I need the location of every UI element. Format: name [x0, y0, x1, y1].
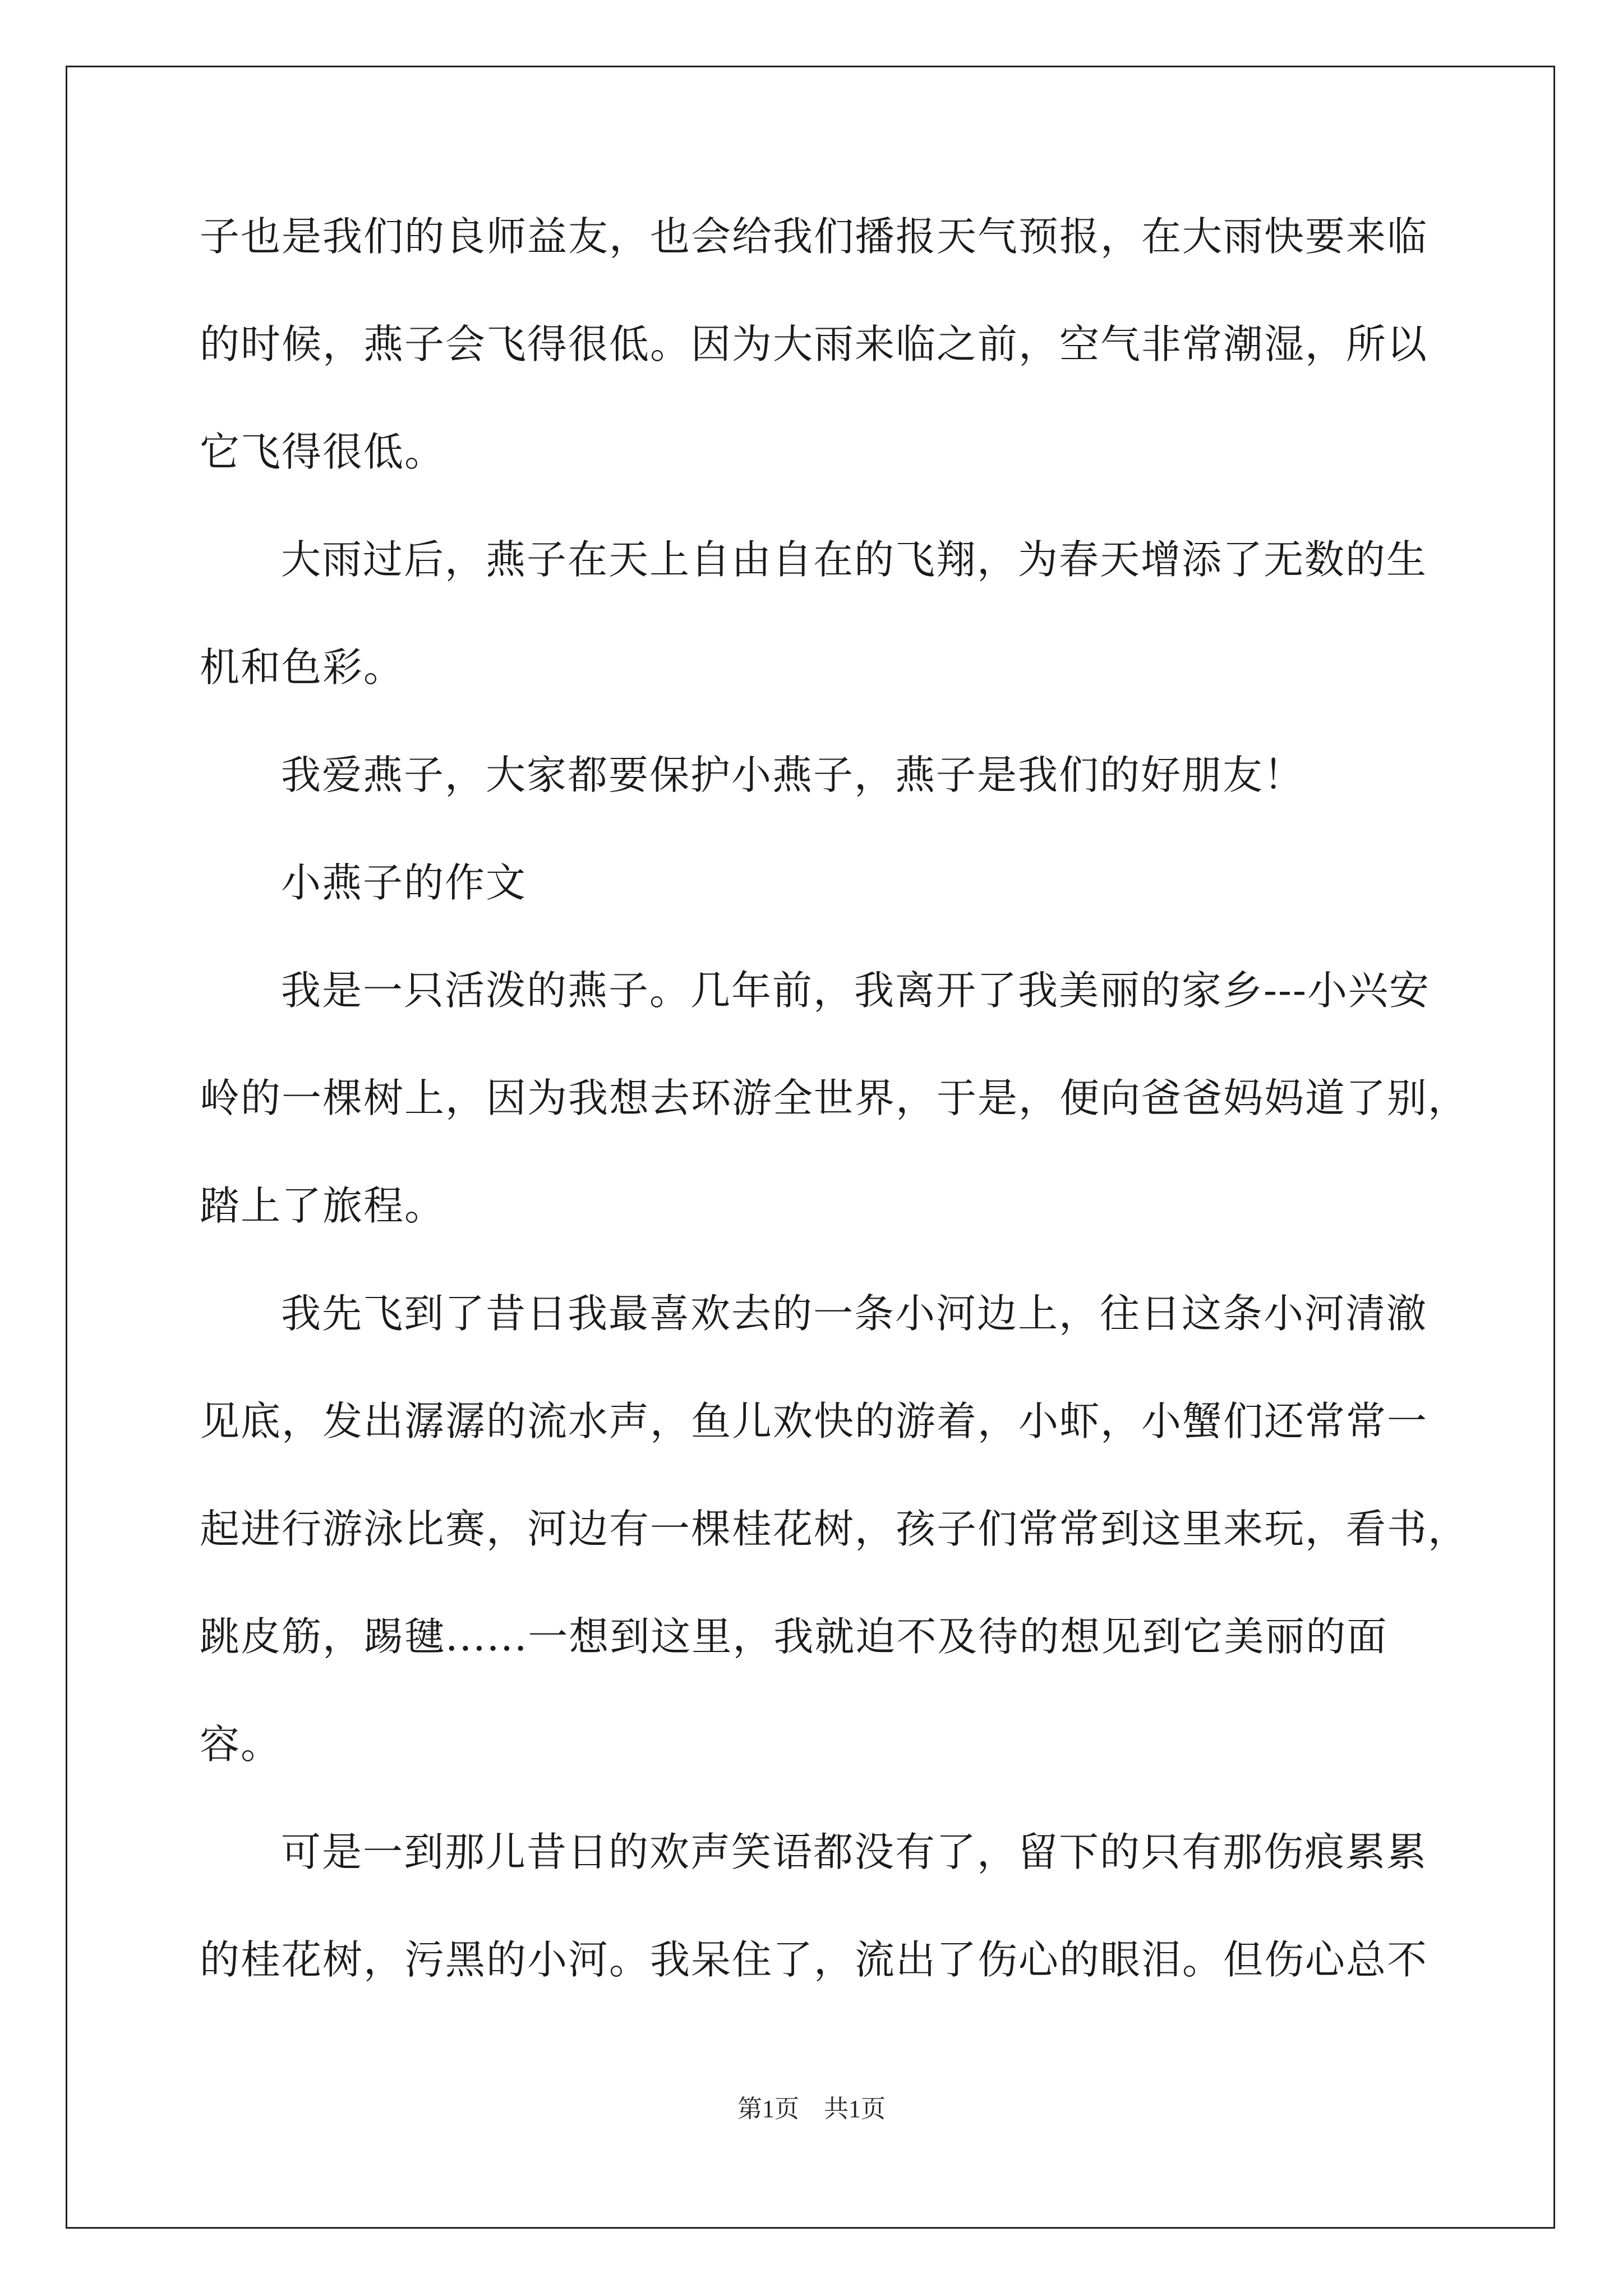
text-line: 子也是我们的良师益友，也会给我们播报天气预报，在大雨快要来临: [200, 213, 1428, 260]
text-line: 踏上了旅程。: [200, 1182, 446, 1229]
paragraph-start-line: 可是一到那儿昔日的欢声笑语都没有了，留下的只有那伤痕累累: [281, 1829, 1428, 1875]
paragraph-start-line: 我是一只活泼的燕子。几年前，我离开了我美丽的家乡---小兴安: [281, 967, 1430, 1014]
text-line: 岭的一棵树上，因为我想去环游全世界，于是，便向爸爸妈妈道了别，: [200, 1075, 1469, 1121]
paragraph-start-line: 大雨过后，燕子在天上自由自在的飞翔，为春天增添了无数的生: [281, 536, 1428, 583]
text-line: 的时候，燕子会飞得很低。因为大雨来临之前，空气非常潮湿，所以: [200, 321, 1428, 367]
text-line: 容。: [200, 1721, 282, 1768]
text-line: 见底，发出潺潺的流水声，鱼儿欢快的游着，小虾，小蟹们还常常一: [200, 1398, 1428, 1444]
text-line: 它飞得很低。: [200, 429, 446, 475]
text-line: 起进行游泳比赛，河边有一棵桂花树，孩子们常常到这里来玩，看书，: [200, 1506, 1469, 1552]
section-title: 小燕子的作文: [281, 859, 527, 906]
text-line: 跳皮筋，踢毽......一想到这里，我就迫不及待的想见到它美丽的面: [200, 1613, 1388, 1660]
paragraph-start-line: 我爱燕子，大家都要保护小燕子，燕子是我们的好朋友！: [281, 752, 1305, 798]
text-line: 的桂花树，污黑的小河。我呆住了，流出了伤心的眼泪。但伤心总不: [200, 1936, 1428, 1983]
text-line: 机和色彩。: [200, 644, 405, 691]
page-footer: 第1页 共1页: [737, 2095, 886, 2123]
page-border: [66, 66, 1555, 2229]
paragraph-start-line: 我先飞到了昔日我最喜欢去的一条小河边上，往日这条小河清澈: [281, 1290, 1428, 1337]
